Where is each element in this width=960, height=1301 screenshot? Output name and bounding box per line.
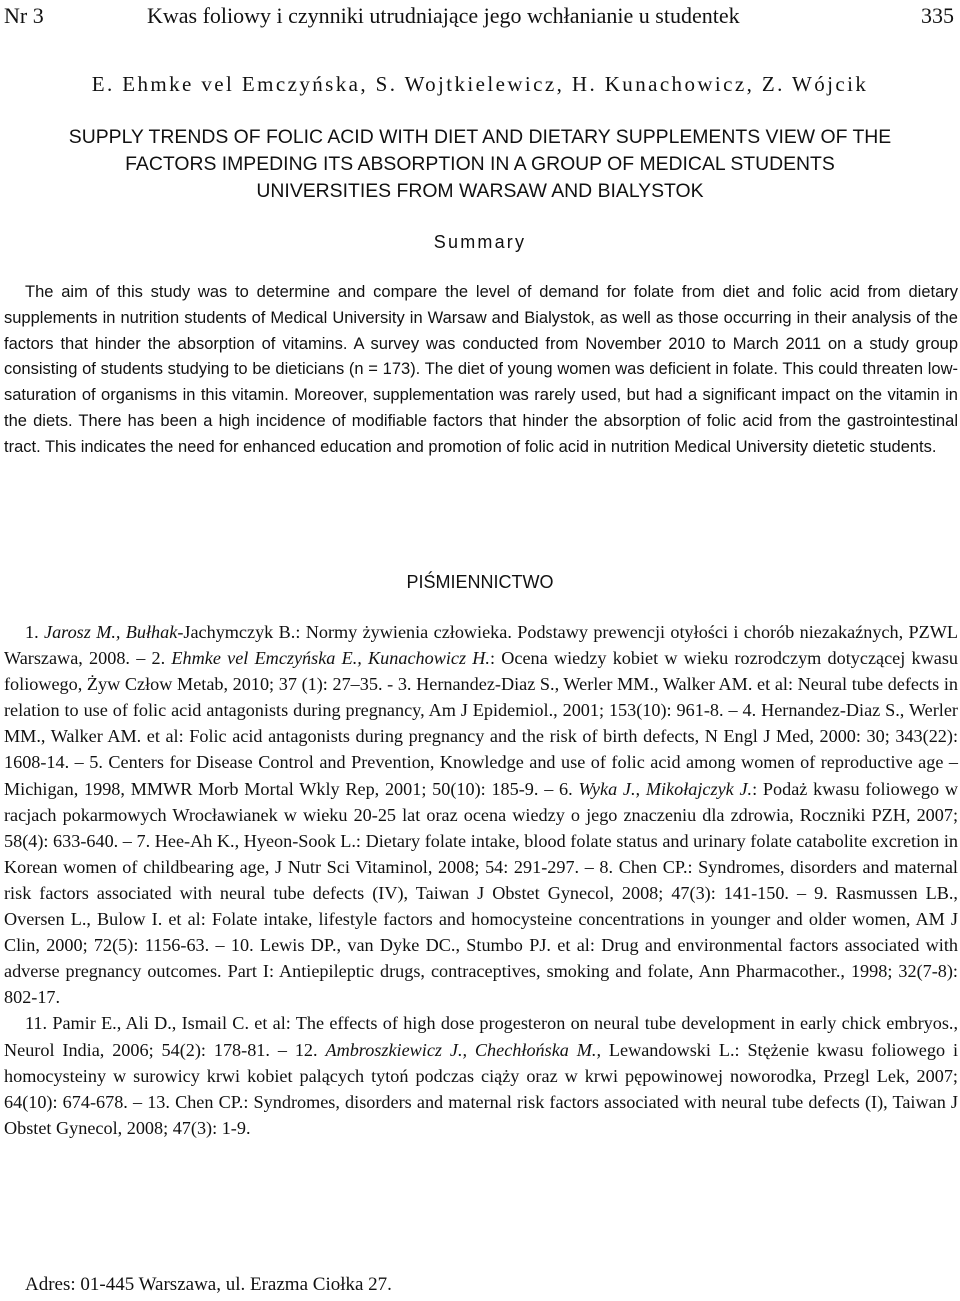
reference-authors: Hee-Ah K., Hyeon-Sook L. [154, 830, 356, 851]
reference-number: 1. [25, 622, 45, 642]
reference-paragraph [4, 1010, 958, 1140]
reference-authors: Jarosz M., Bułhak- [44, 622, 184, 642]
reference-authors: Pamir E., Ali D., Ismail C. [52, 1013, 249, 1034]
reference-authors: Jachymczyk B. [183, 622, 296, 642]
page-number: 335 [921, 3, 954, 28]
english-title-line: FACTORS IMPEDING ITS ABSORPTION IN A GROUP OF MEDICAL STUDENTS [125, 153, 835, 175]
reference-paragraph [4, 619, 958, 1010]
summary-text: The aim of this study was to determine and compare the level of demand for folate from diet and folic acid from dietary supplements in nutrition students of Medical University in Warsaw and Bialystok, as well as those occurring in their analysis of the factors that hinder the absorption of vitamins. A survey was conducted from November 2010 to March 2011 on a study group consisting of students studying to be dieticians (n = 173). The diet of young women was deficient in folate. This could threaten low-saturation of organisms in this vitamin. Moreover, supplementation was rarely used, but had a significant impact on the vitamin in the diets. There has been a high incidence of modifiable factors that hinder the absorption of folic acid from the gastrointestinal tract. This indicates the need for enhanced education and promotion of folic acid in nutrition Medical University dietetic students. [4, 283, 958, 456]
reference-authors: Rasmussen LB., Oversen L., Bulow I. [4, 882, 958, 930]
reference-authors: Chen CP. [618, 856, 688, 877]
reference-list [4, 619, 958, 1141]
reference-text: : Ocena wiedzy kobiet w wieku rozrodczym dotyczącej kwasu foliowego, Żyw Człow Metab, 2010; 37 (1): 27–35. - 3. [4, 648, 958, 695]
reference-text: : Syndromes, disorders and maternal risk factors associated with neural tube defects (IV), Taiwan J Obstet Gynecol, 2008; 47(3): 141-150. – 9. [4, 856, 958, 903]
reference-authors: Ambroszkiewicz J., Chechłońska M., [325, 1039, 602, 1060]
reference-authors: Lewis DP., van Dyke DC., Stumbo PJ. [259, 935, 551, 956]
reference-number: 11. [25, 1013, 53, 1034]
references-heading: PIŚMIENNICTWO [406, 572, 554, 592]
reference-text: : Syndromes, disorders and maternal risk factors associated with neural tube defects (I), Taiwan J Obstet Gynecol, 2008; 47(3): 1-9. [4, 1091, 958, 1138]
english-title-line: SUPPLY TRENDS OF FOLIC ACID WITH DIET AND DIETARY SUPPLEMENTS VIEW OF THE [68, 126, 892, 148]
correspondence-address: Adres: 01-445 Warszawa, ul. Erazma Ciołka 27. [25, 1274, 392, 1295]
reference-text: : Normy żywienia człowieka. Podstawy prewencji otyłości i chorób niezakaźnych, PZWL Warszawa, 2008. – 2. [4, 622, 959, 669]
running-head [4, 2, 956, 32]
reference-text: et al: The effects of high dose progesteron on neural tube development in early chick embryos., Neurol India, 2006; 54(2): 178-81. – 12. [4, 1013, 959, 1060]
reference-authors: Lewandowski L. [601, 1039, 735, 1060]
reference-text: et al: Folic acid antagonists during pregnancy and the risk of birth defects, N Engl J Med, 2000: 30; 343(22): 1608-14. – 5. Centers for Disease Control and Prevention, Knowledge and use of folic acid among women of reproductive age – Michigan, 1998, MMWR Morb Mortal Wkly Rep, 2001; 50(10): 185-9. – 6. [4, 726, 958, 799]
author-list: E. Ehmke vel Emczyńska, S. Wojtkielewicz, H. Kunachowicz, Z. Wójcik [91, 72, 869, 96]
reference-authors: Wyka J., Mikołajczyk J. [578, 778, 753, 799]
reference-authors: Hernandez-Diaz S., Werler MM., Walker AM. [4, 700, 958, 747]
reference-authors: Hernandez-Diaz S., Werler MM., Walker AM. [416, 674, 753, 695]
english-title-line: UNIVERSITIES FROM WARSAW AND BIALYSTOK [256, 180, 704, 202]
issue-number: Nr 3 [4, 3, 44, 28]
running-title: Kwas foliowy i czynniki utrudniające jego wchłanianie u studentek [147, 3, 740, 28]
english-title [4, 124, 956, 205]
reference-text: et al: Folate intake, lifestyle factors and homocysteine concentrations in younger and older women, AM J Clin, 2000; 72(5): 1156-63. – 10. [4, 909, 958, 956]
reference-text: et al: Drug and environmental factors associated with adverse pregnancy outcomes. Part I: Antiepileptic drugs, contraceptives, smoking and folate, Ann Pharmacother., 1998; 32(7-8): 802-17. [4, 935, 958, 1008]
summary-heading: Summary [433, 232, 527, 252]
reference-authors: Chen CP. [175, 1091, 244, 1112]
reference-text: : Stężenie kwasu foliowego i homocysteiny w surowicy krwi kobiet palących tytoń podczas ciąży oraz w krwi pępowinowej noworodka, Przegl Lek, 2007; 64(10): 674-678. – 13. [4, 1039, 958, 1112]
reference-text: : Podaż kwasu foliowego w racjach pokarmowych Wrocławianek w wieku 20-25 lat oraz ocena wiedzy o jego znaczeniu dla zdrowia, Roczniki PZH, 2007; 58(4): 633-640. – 7. [4, 778, 958, 851]
reference-text: et al: Neural tube defects in relation to use of folic acid antagonists during pregnancy, Am J Epidemiol., 2001; 153(10): 961-8. – 4. [4, 674, 958, 721]
reference-text: : Dietary folate intake, blood folate status and urinary folate catabolite excretion in Korean women of childbearing age, J Nutr Sci Vitaminol, 2008; 54: 291-297. – 8. [4, 830, 958, 877]
reference-authors: Ehmke vel Emczyńska E., Kunachowicz H. [171, 648, 490, 669]
